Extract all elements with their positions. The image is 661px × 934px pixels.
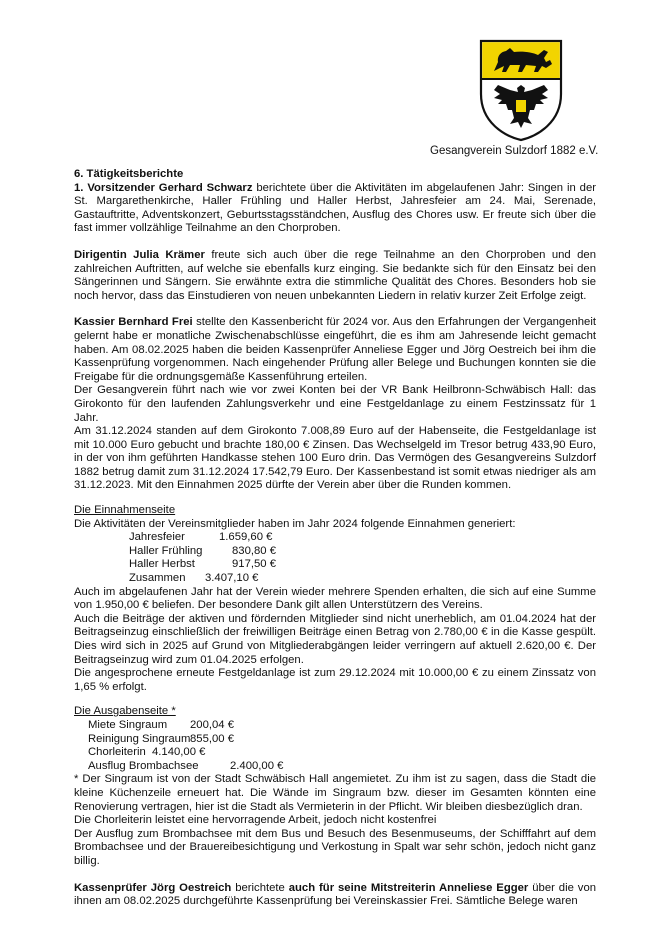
income-fixed-deposit: Die angesprochene erneute Festgeldanlage ist zum 29.12.2024 mit 10.000,00 € zu einem Zinssatz von 1,65 % erfolgt. [74, 667, 596, 693]
treasurer-balance: Am 31.12.2024 standen auf dem Girokonto 7.008,89 Euro auf der Habenseite, die Festgeldanlage ist mit 10.000 Euro gebucht und brachte 180,00 € Zinsen. Das Wechselgeld im Tresor betrug 433,90 Euro, in der von ihm geführten Handkasse stehen 100 Euro drin. Das Vermögen des Gesangvereins Sulzdorf 1882 betrug damit zum 31.12.2024 17.542,79 Euro. Der Kassenbestand ist somit etwas niedriger als am 31.12.2023. Mit den Einnahmen 2025 dürfte der Verein aber über die Runden kommen. [74, 425, 596, 492]
auditor-text: über die von ihnen am 08.02.2025 durchgeführte Kassenprüfung bei Vereinskassier Frei. Sämtliche Belege waren [74, 881, 597, 908]
chairman-name: 1. Vorsitzender Gerhard Schwarz [74, 181, 253, 194]
paragraph-treasurer [74, 316, 596, 384]
expenses-conductor: Die Chorleiterin leistet eine hervorragende Arbeit, jedoch nicht kostenfrei [74, 814, 437, 827]
expense-row: Ausflug Brombachsee 2.400,00 € [88, 759, 284, 772]
chairman-text: berichtete über die Aktivitäten im abgelaufenen Jahr: Singen in der St. Margarethenkirche, Haller Frühling und Haller Herbst, Jahresfeier am 24. Mai, Serenade, Gastauftritte, Adventskonzert, Geburtsstagsständchen, Ausflug des Chores usw. Er freute sich über die fast immer vollzählige Teilnahme an den Chorproben. [74, 181, 596, 235]
paragraph-auditor: Kassenprüfer Jörg Oestreich berichtete auch für seine Mitstreiterin Anneliese Egger über die von ihnen am 08.02.2025 durchgeführte Kassenprüfung bei Vereinskassier Frei. Sämtliche Belege waren [74, 881, 597, 908]
treasurer-name: Kassier Bernhard Frei [74, 316, 193, 329]
section-heading: 6. Tätigkeitsberichte [74, 168, 184, 180]
coat-of-arms-icon [478, 38, 564, 142]
income-heading: Die Einnahmenseite [74, 504, 176, 517]
conductor-text: freute sich auch über die rege Teilnahme an den Chorproben und den zahlreichen Auftritten, auf welche sie ebenfalls kurz einging. Sie bedankte sich für den Einsatz bei den Sängerinnen und Sängern. Sie erwähnte extra die stimmliche Qualität des Chores. Besonders hob sie noch hervor, dass das Einstudieren von neuen unbekannten Liedern in relativ kurzer Zeit Erfolge zeigt. [74, 248, 596, 302]
expenses-rehearsal-room: * Der Singraum ist von der Stadt Schwäbisch Hall angemietet. Zu ihm ist zu sagen, dass die Stadt die kleine Küchenzeile erneuert hat. Die Wände im Singraum bzw. dieser im Gesamten könnten eine Renovierung vertragen, hier ist die Stadt als Vermieterin in der Pflicht. Wir bleiben diesbezüglich dran. [74, 773, 596, 813]
income-row: Jahresfeier 1.659,60 € [129, 531, 273, 544]
organization-name: Gesangverein Sulzdorf 1882 e.V. [430, 145, 599, 157]
income-row: Haller Frühling 830,80 € [129, 544, 276, 557]
auditor-colleague: auch für seine Mitstreiterin Anneliese Egger [288, 881, 529, 894]
paragraph-conductor [74, 249, 596, 303]
income-row: Haller Herbst 917,50 € [129, 558, 276, 571]
expenses-excursion: Der Ausflug zum Brombachsee mit dem Bus und Besuch des Besenmuseums, der Schifffahrt auf dem Brombachsee und der Brauereibesichtigung und Verkostung in Spalt war sehr schön, jedoch nicht ganz billig. [74, 827, 596, 867]
conductor-name: Dirigentin Julia Krämer [74, 248, 205, 261]
auditor-name: Kassenprüfer Jörg Oestreich [74, 881, 232, 894]
income-donations: Auch im abgelaufenen Jahr hat der Verein wieder mehrere Spenden erhalten, die sich auf eine Summe von 1.950,00 € beliefen. Der besondere Dank gilt allen Unterstützern des Vereins. [74, 585, 596, 612]
treasurer-accounts: Der Gesangverein führt nach wie vor zwei Konten bei der VR Bank Heilbronn-Schwäbisch Hall: das Girokonto für den laufenden Zahlungsverkehr und eine Festgeldanlage zu einem Festzinssatz für 1 Jahr. [74, 384, 596, 424]
expense-row: Reinigung Singraum 855,00 € [88, 732, 234, 745]
expenses-heading: Die Ausgabenseite * [74, 705, 176, 718]
expense-row: Chorleiterin 4.140,00 € [88, 746, 206, 759]
income-intro: Die Aktivitäten der Vereinsmitglieder haben im Jahr 2024 folgende Einnahmen generiert: [74, 517, 516, 530]
treasurer-text: stellte den Kassenbericht für 2024 vor. Aus den Erfahrungen der Vergangenheit gelernt habe er monatliche Zwischenabschlüsse eingeführt, die es ihm am Jahresende leicht gemacht haben. Am 08.02.2025 haben die beiden Kassenprüfer Anneliese Egger und Jörg Oestreich bei ihm die Kassenprüfung vorgenommen. Nach eingehender Prüfung aller Belege und Buchungen konnten sie die Freigabe für die ordnungsgemäße Kassenführung erteilen. [74, 316, 596, 383]
income-membership: Auch die Beiträge der aktiven und fördernden Mitglieder sind nicht unerheblich, am 01.04.2024 hat der Beitragseinzug einschließlich der freiwilligen Beiträge einen Betrag von 2.780,00 € in die Kasse gespült. Dies wird sich in 2025 auf Grund von Mitgliederabgängen leider verringern auf aktuell 2.620,00 €. Der Beitragseinzug wird zum 01.04.2025 erfolgen. [74, 612, 596, 666]
report-body [74, 168, 596, 909]
expense-row: Miete Singraum 200,04 € [88, 718, 234, 731]
paragraph-chairman [74, 182, 596, 236]
income-row: Zusammen 3.407,10 € [129, 572, 259, 585]
